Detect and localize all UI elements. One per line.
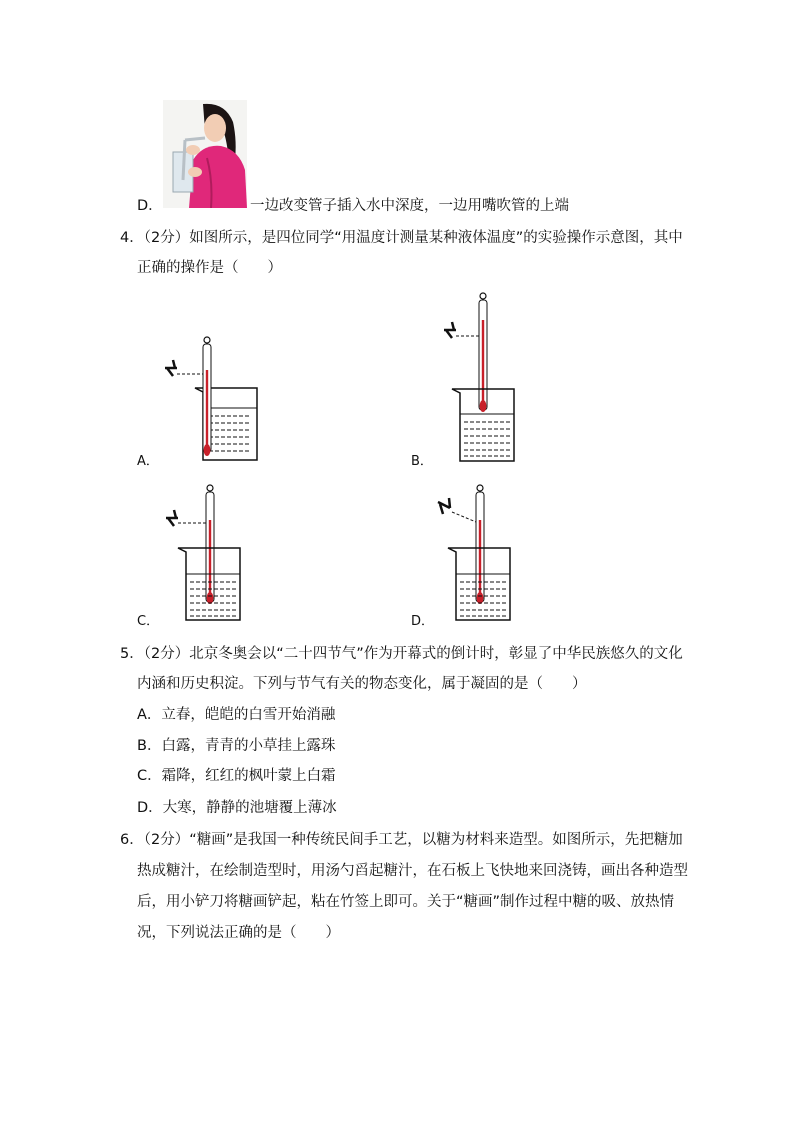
q5-option-c: C．霜降，红红的枫叶蒙上白霜 (137, 768, 336, 784)
q5-stem-line2: 内涵和历史积淀。下列与节气有关的物态变化，属于凝固的是（ ） (137, 676, 587, 692)
figure-d-label: D． (411, 614, 435, 629)
q3-option-d-label: D． (137, 198, 163, 214)
q6-stem-line1: 6．（2分）“糖画”是我国一种传统民间手工艺，以糖为材料来造型。如图所示，先把糖加 (120, 832, 683, 848)
q5-stem-line1: 5．（2分）北京冬奥会以“二十四节气”作为开幕式的倒计时，彰显了中华民族悠久的文化 (120, 646, 683, 662)
figure-b-thermometer-above-beaker (430, 290, 530, 469)
q5-option-a: A．立春，皑皑的白雪开始消融 (137, 707, 336, 723)
figure-a-thermometer-in-beaker (155, 330, 265, 469)
q6-stem-line2: 热成糖汁，在绘制造型时，用汤勺舀起糖汁，在石板上飞快地来回浇铸，画出各种造型 (137, 863, 688, 879)
q6-stem-line3: 后，用小铲刀将糖画铲起，粘在竹签上即可。关于“糖画”制作过程中糖的吸、放热情 (137, 894, 675, 910)
q4-stem-line2: 正确的操作是（ ） (137, 260, 282, 276)
figure-c-thermometer-in-beaker (160, 480, 250, 629)
figure-c-label: C． (137, 614, 160, 629)
q3-option-d-text: 一边改变管子插入水中深度，一边用嘴吹管的上端 (250, 198, 569, 214)
figure-a-label: A． (137, 454, 159, 469)
figure-d-thermometer-in-beaker (430, 480, 530, 629)
q6-stem-line4: 况，下列说法正确的是（ ） (137, 925, 340, 941)
q4-stem-line1: 4．（2分）如图所示，是四位同学“用温度计测量某种液体温度”的实验操作示意图，其中 (120, 230, 683, 246)
figure-b-label: B． (411, 454, 433, 469)
q5-option-b: B．白露，青青的小草挂上露珠 (137, 738, 336, 754)
girl-blowing-tube-photo (163, 100, 247, 208)
q5-option-d: D．大寒，静静的池塘覆上薄冰 (137, 800, 337, 816)
